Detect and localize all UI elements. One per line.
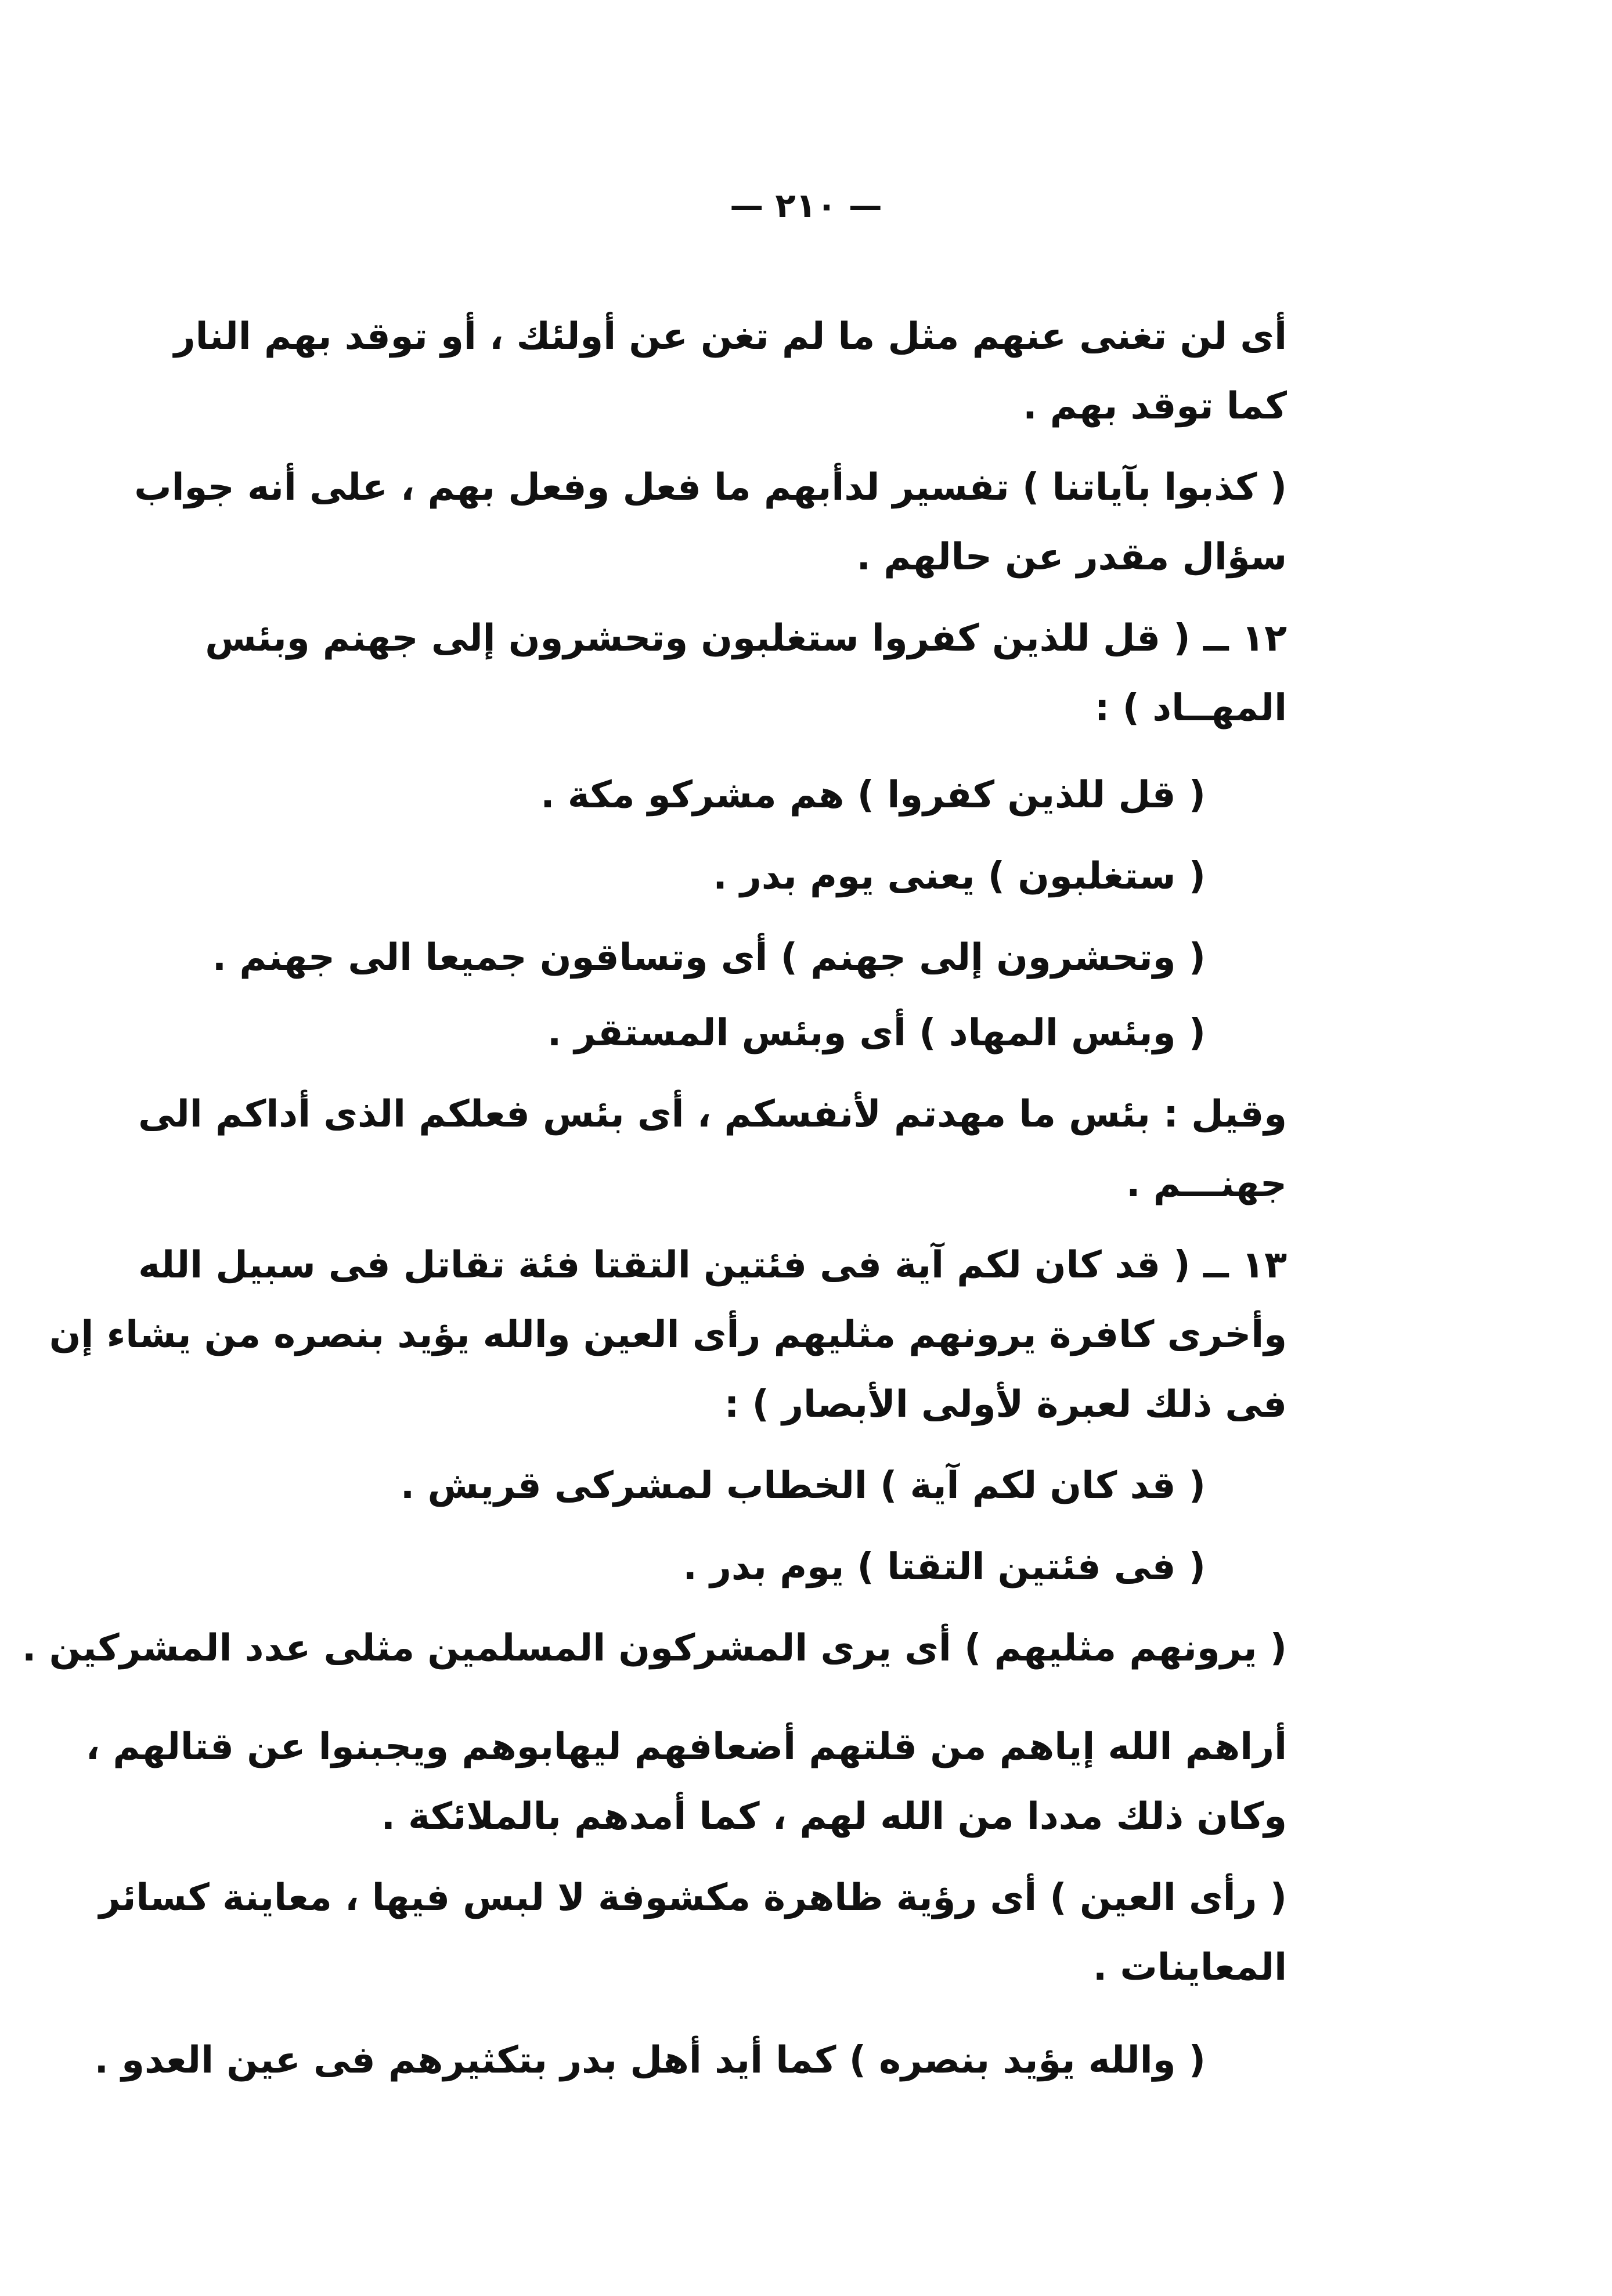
- paragraph: [99, 1863, 1287, 2002]
- commentary-item: ( والله يؤيد بنصره ) كما أيد أهل بدر بتكثيرهم فى عين العدو .: [94, 2039, 1206, 2082]
- commentary-item: ( وتحشرون إلى جهنم ) أى وتساقون جميعا الى جهنم .: [212, 936, 1206, 979]
- text-line: المعاينات .: [1092, 1946, 1287, 1989]
- commentary-item: ( فى فئتين التقتا ) يوم بدر .: [683, 1546, 1206, 1589]
- text-line: المهــاد ) :: [1094, 687, 1287, 730]
- text-line: جهنـــم .: [1126, 1163, 1287, 1205]
- text-line: ١٣ ــ ( قد كان لكم آية فى فئتين التقتا فئة تقاتل فى سبيل الله: [138, 1244, 1287, 1287]
- text-line: ١٢ ــ ( قل للذين كفروا ستغلبون وتحشرون إلى جهنم وبئس: [205, 617, 1287, 660]
- commentary-item: ( قل للذين كفروا ) هم مشركو مكة .: [540, 774, 1206, 817]
- text-line: وكان ذلك مددا من الله لهم ، كما أمدهم بالملائكة .: [381, 1795, 1287, 1838]
- text-line: أراهم الله إياهم من قلتهم أضعافهم ليهابوهم ويجبنوا عن قتالهم ،: [85, 1725, 1287, 1768]
- commentary-item: ( وبئس المهاد ) أى وبئس المستقر .: [547, 1012, 1206, 1055]
- text-line: ( رأى العين ) أى رؤية ظاهرة مكشوفة لا لبس فيها ، معاينة كسائر: [99, 1876, 1287, 1919]
- paragraph: [85, 1712, 1287, 1851]
- paragraph: [138, 1080, 1287, 1219]
- paragraph: [134, 453, 1287, 592]
- verse-paragraph: [49, 1230, 1287, 1439]
- commentary-item: ( قد كان لكم آية ) الخطاب لمشركى قريش .: [400, 1464, 1206, 1507]
- text-line: ( يرونهم مثليهم ) أى يرى المشركون المسلمين مثلى عدد المشركين .: [22, 1627, 1287, 1670]
- text-line: فى ذلك لعبرة لأولى الأبصار ) :: [724, 1383, 1287, 1426]
- text-line: سؤال مقدر عن حالهم .: [856, 536, 1287, 579]
- paragraph: [22, 1613, 1287, 1683]
- text-line: كما توقد بهم .: [1023, 385, 1287, 428]
- text-line: وأخرى كافرة يرونهم مثليهم رأى العين والله يؤيد بنصره من يشاء إن: [49, 1313, 1287, 1356]
- text-line: ( كذبوا بآياتنا ) تفسير لدأبهم ما فعل وفعل بهم ، على أنه جواب: [134, 466, 1287, 509]
- text-line: وقيل : بئس ما مهدتم لأنفسكم ، أى بئس فعلكم الذى أداكم الى: [138, 1093, 1287, 1136]
- verse-paragraph: [196, 604, 1287, 743]
- page-number: — ٢١٠ —: [730, 186, 882, 225]
- paragraph: [174, 302, 1287, 441]
- commentary-item: ( ستغلبون ) يعنى يوم بدر .: [713, 855, 1206, 898]
- text-line: أى لن تغنى عنهم مثل ما لم تغن عن أولئك ، أو توقد بهم النار: [174, 315, 1287, 358]
